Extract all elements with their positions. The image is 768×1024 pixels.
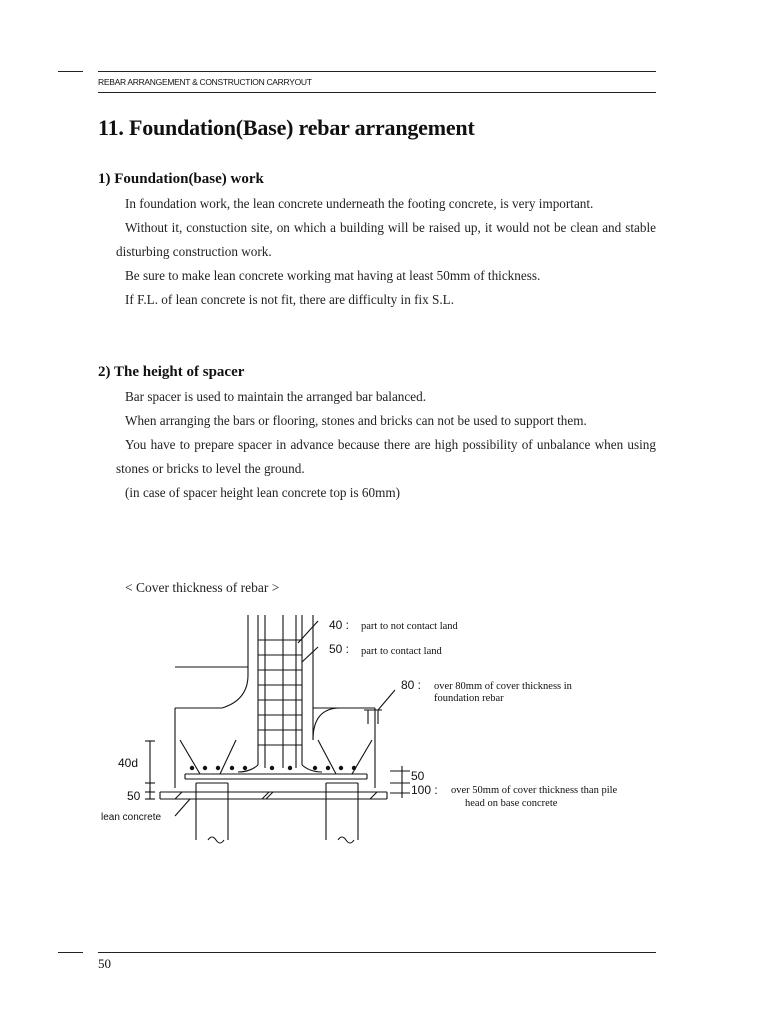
label-80-text-2: foundation rebar — [434, 693, 504, 704]
page-title: 11. Foundation(Base) rebar arrangement — [98, 115, 475, 140]
label-40-text: part to not contact land — [361, 621, 458, 632]
paragraph: Be sure to make lean concrete working mat having at least 50mm of thickness. — [125, 268, 541, 283]
label-50: 50 : — [329, 642, 350, 656]
label-right-50: 50 — [411, 769, 425, 783]
label-lean-concrete: lean concrete — [101, 812, 162, 823]
paragraph: Without it, constuction site, on which a building will be raised up, it would not be clean and stable disturbing construction work. — [116, 220, 656, 259]
footer-rule-long — [98, 952, 656, 953]
paragraph: You have to prepare spacer in advance because there are high possibility of unbalance when using stones or bricks to level the ground. — [116, 437, 656, 476]
page-number: 50 — [98, 956, 111, 971]
header-rule-long — [98, 71, 656, 72]
footer-rule-short — [58, 952, 83, 953]
section-heading: 2) The height of spacer — [98, 364, 245, 380]
paragraph: (in case of spacer height lean concrete top is 60mm) — [125, 485, 400, 500]
paragraph: If F.L. of lean concrete is not fit, there are difficulty in fix S.L. — [125, 292, 455, 307]
running-title: REBAR ARRANGEMENT & CONSTRUCTION CARRYOUT — [98, 77, 312, 87]
section-heading: 1) Foundation(base) work — [98, 171, 264, 187]
label-100-text-1: over 50mm of cover thickness than pile — [451, 785, 618, 796]
rebar-cover-diagram — [0, 600, 768, 860]
label-40d: 40d — [118, 756, 139, 770]
label-50-text: part to contact land — [361, 646, 442, 657]
section-foundation-work — [98, 171, 656, 312]
paragraph: In foundation work, the lean concrete underneath the footing concrete, is very important. — [125, 196, 594, 211]
paragraph: When arranging the bars or flooring, stones and bricks can not be used to support them. — [125, 413, 587, 428]
header-rule-bottom — [98, 92, 656, 93]
header-rule-short — [58, 71, 83, 72]
section-spacer-height — [98, 364, 656, 505]
label-right-100: 100 : — [411, 783, 438, 797]
label-40: 40 : — [329, 618, 350, 632]
figure-caption: < Cover thickness of rebar > — [125, 580, 280, 595]
label-100-text-2: head on base concrete — [465, 798, 558, 809]
label-left-50: 50 — [127, 789, 141, 803]
label-80: 80 : — [401, 678, 422, 692]
paragraph: Bar spacer is used to maintain the arranged bar balanced. — [125, 389, 426, 404]
label-80-text-1: over 80mm of cover thickness in — [434, 681, 572, 692]
